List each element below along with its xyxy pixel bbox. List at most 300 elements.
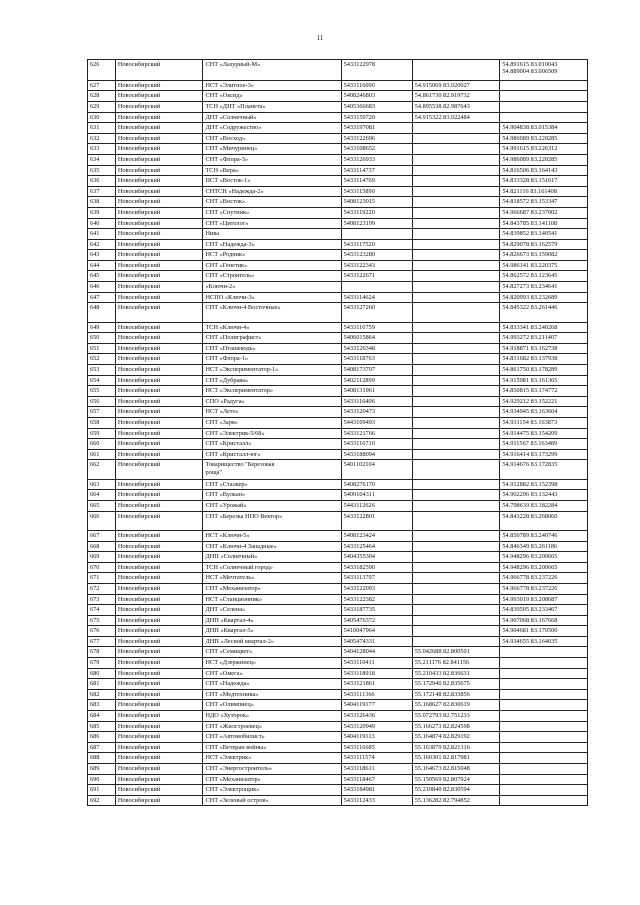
cell-district [115, 636, 203, 647]
cell-district-text: Новосибирский [117, 166, 161, 174]
cell-number-text: 680 [90, 669, 100, 677]
cell-coordinates-b [500, 133, 588, 144]
cell-coordinates-b-text: 54.850789 83.240746 [502, 531, 558, 539]
cell-name-text: СНТ «Ключи-4 Восточные» [205, 304, 281, 312]
cell-name-text: СНТ «Березка НПО Вектор» [205, 512, 283, 520]
cell-district [115, 700, 203, 711]
cell-name [203, 668, 341, 679]
cell-inn [341, 60, 412, 81]
cell-name [203, 91, 341, 102]
cell-number [88, 282, 116, 293]
cell-inn-text: 5404119113 [343, 733, 375, 741]
cell-name-text: СНТ «Жилстроевец» [205, 722, 262, 730]
cell-district [115, 343, 203, 354]
table-row [88, 679, 588, 690]
cell-inn-text: 5433108652 [343, 145, 376, 153]
cell-name [203, 562, 341, 573]
cell-name [203, 112, 341, 123]
cell-coordinates-a [412, 605, 500, 616]
cell-coordinates-b-text: 54.843228 83.268060 [502, 512, 558, 520]
cell-inn [341, 428, 412, 439]
cell-coordinates-a [412, 573, 500, 584]
cell-coordinates-b [500, 197, 588, 208]
cell-name [203, 343, 341, 354]
cell-coordinates-b-text: 54.934945 83.163604 [502, 408, 558, 416]
cell-inn [341, 112, 412, 123]
cell-number [88, 626, 116, 637]
cell-inn-text: 5433122671 [343, 272, 376, 280]
cell-district-text: Новосибирский [117, 198, 161, 206]
cell-inn [341, 407, 412, 418]
cell-coordinates-b [500, 101, 588, 112]
cell-name-text: СНТ «Энергостроитель» [205, 765, 272, 772]
cell-number [88, 229, 116, 240]
cell-coordinates-b [500, 774, 588, 785]
cell-district-text: Новосибирский [117, 387, 161, 395]
cell-district [115, 711, 203, 722]
cell-coordinates-b-text: 54.820993 83.232689 [502, 293, 558, 301]
table-row [88, 530, 588, 541]
cell-number-text: 633 [90, 145, 100, 153]
cell-number [88, 594, 116, 605]
cell-district [115, 753, 203, 764]
cell-inn [341, 668, 412, 679]
cell-district [115, 764, 203, 775]
table-row [88, 396, 588, 407]
cell-inn-text: 5410047964 [343, 627, 376, 635]
cell-inn [341, 647, 412, 658]
cell-name-text: НСТ «Электрик» [205, 754, 252, 762]
cell-inn-text: 5433122382 [343, 595, 376, 603]
cell-number [88, 354, 116, 365]
cell-coordinates-a [412, 785, 500, 796]
cell-number-text: 661 [90, 450, 100, 458]
cell-name-text: «Ключи-2» [205, 283, 236, 291]
cell-coordinates-b [500, 479, 588, 490]
cell-inn [341, 479, 412, 490]
cell-inn-text: 5433116685 [343, 743, 375, 751]
table-row [88, 197, 588, 208]
cell-inn [341, 303, 412, 322]
cell-district-text: Новосибирский [117, 669, 161, 677]
cell-number-text: 687 [90, 743, 100, 751]
table-row [88, 282, 588, 293]
cell-coordinates-b [500, 700, 588, 711]
cell-name [203, 260, 341, 271]
cell-number-text: 679 [90, 659, 100, 667]
cell-number-text: 644 [90, 261, 100, 269]
cell-district [115, 165, 203, 176]
cell-district [115, 439, 203, 450]
cell-coordinates-b-text: 54.986089 83.220285 [502, 155, 558, 163]
cell-name-text: СНТ «Медтехника» [205, 690, 259, 698]
cell-coordinates-a [412, 583, 500, 594]
cell-coordinates-a [412, 303, 500, 322]
cell-coordinates-a [412, 795, 500, 806]
cell-coordinates-b [500, 333, 588, 344]
cell-coordinates-b [500, 573, 588, 584]
cell-coordinates-b-text: 54.843785 83.141108 [502, 219, 558, 227]
cell-name [203, 229, 341, 240]
cell-coordinates-a [412, 354, 500, 365]
cell-inn-text: 5401102104 [343, 461, 375, 469]
cell-number [88, 615, 116, 626]
cell-inn-text: 5406015864 [343, 334, 376, 342]
cell-name [203, 615, 341, 626]
cell-inn [341, 250, 412, 261]
cell-coordinates-a [412, 511, 500, 530]
cell-number-text: 630 [90, 113, 100, 121]
cell-name-text: СНТ «Спутник» [205, 208, 250, 216]
cell-coordinates-b [500, 407, 588, 418]
cell-number [88, 541, 116, 552]
cell-coordinates-b [500, 615, 588, 626]
cell-district-text: Новосибирский [117, 733, 161, 741]
cell-coordinates-b-text: 54.931154 83.163873 [502, 419, 558, 426]
cell-name-text: СНТ «Электрик-5/68» [205, 429, 265, 437]
cell-coordinates-a [412, 753, 500, 764]
cell-inn [341, 91, 412, 102]
cell-inn-text: 5433114624 [343, 293, 375, 301]
cell-number [88, 658, 116, 669]
cell-name [203, 271, 341, 282]
cell-coordinates-a-text: 55.211176 82.841156 [414, 659, 470, 667]
cell-coordinates-b [500, 530, 588, 541]
cell-district [115, 449, 203, 460]
cell-name [203, 133, 341, 144]
cell-coordinates-a-text: 54.861730 82.919732 [414, 92, 470, 100]
table-row [88, 490, 588, 501]
cell-name-text: СНТ «Строитель» [205, 272, 255, 280]
cell-coordinates-b-text: 54.948296 83.200665 [502, 553, 558, 561]
cell-coordinates-b-text: 54.826673 83.159082 [502, 251, 558, 259]
cell-name [203, 636, 341, 647]
cell-number [88, 101, 116, 112]
cell-number [88, 511, 116, 530]
cell-coordinates-b [500, 541, 588, 552]
cell-inn-text: 5408123424 [343, 531, 376, 539]
cell-district [115, 282, 203, 293]
cell-name-text: ТСН «ДНТ «Планета» [205, 102, 266, 110]
cell-coordinates-b [500, 186, 588, 197]
cell-name [203, 753, 341, 764]
cell-coordinates-a-text: 55.150569 82.807924 [414, 775, 470, 783]
cell-district-text: Новосибирский [117, 334, 161, 342]
cell-coordinates-a-text: 55.210433 82.836631 [414, 669, 470, 677]
cell-number [88, 449, 116, 460]
cell-name [203, 774, 341, 785]
table-row [88, 500, 588, 511]
cell-inn [341, 144, 412, 155]
cell-inn-text: 5433188094 [343, 450, 376, 458]
cell-inn-text: 5408123199 [343, 219, 376, 227]
cell-inn [341, 123, 412, 134]
cell-number [88, 186, 116, 197]
cell-name-text: НДО «Хуторок» [205, 712, 250, 720]
cell-number-text: 635 [90, 166, 100, 174]
cell-coordinates-b [500, 500, 588, 511]
cell-name [203, 658, 341, 669]
cell-inn-text: 5433116710 [343, 440, 375, 448]
cell-number [88, 333, 116, 344]
cell-number-text: 672 [90, 584, 100, 592]
cell-inn-text: 5433126436 [343, 712, 376, 720]
cell-inn [341, 239, 412, 250]
cell-district-text: Новосибирский [117, 102, 161, 110]
cell-number-text: 641 [90, 230, 100, 238]
cell-name-text: СНТ «Кристалл» [205, 440, 252, 448]
cell-coordinates-b [500, 562, 588, 573]
table-row [88, 647, 588, 658]
cell-inn [341, 229, 412, 240]
cell-name-text: СНТ «Надежда» [205, 680, 250, 688]
cell-district [115, 386, 203, 397]
cell-district-text: Новосибирский [117, 531, 161, 539]
table-row [88, 144, 588, 155]
cell-number [88, 700, 116, 711]
cell-inn [341, 386, 412, 397]
cell-number-text: 657 [90, 408, 100, 416]
cell-district [115, 303, 203, 322]
cell-number-text: 637 [90, 187, 100, 195]
cell-district-text: Новосибирский [117, 775, 161, 783]
cell-inn [341, 354, 412, 365]
cell-coordinates-a [412, 271, 500, 282]
cell-coordinates-a [412, 700, 500, 711]
cell-number-text: 674 [90, 606, 100, 614]
cell-name [203, 711, 341, 722]
cell-number-text: 645 [90, 272, 100, 280]
cell-number [88, 112, 116, 123]
cell-inn-text: 5433110411 [343, 659, 375, 667]
cell-number [88, 197, 116, 208]
table-row [88, 218, 588, 229]
cell-district [115, 428, 203, 439]
cell-inn-text: 5408276170 [343, 480, 376, 488]
cell-name [203, 101, 341, 112]
cell-name-text: НСПО «Ключи-3» [205, 293, 255, 301]
cell-inn-text: 5405474331 [343, 637, 376, 645]
table-row [88, 207, 588, 218]
cell-district-text: Новосибирский [117, 344, 161, 352]
cell-name [203, 218, 341, 229]
cell-coordinates-a-text: 55.172940 82.835675 [414, 680, 470, 688]
cell-inn-text: 5433121861 [343, 680, 376, 688]
cell-name-text: СНТ «Сталкер» [205, 480, 248, 488]
cell-coordinates-a-text: 55.164874 82.829192 [414, 733, 470, 741]
cell-number [88, 165, 116, 176]
cell-coordinates-a [412, 386, 500, 397]
cell-number [88, 742, 116, 753]
cell-inn [341, 260, 412, 271]
cell-district [115, 186, 203, 197]
cell-number [88, 386, 116, 397]
cell-name [203, 154, 341, 165]
cell-district-text: Новосибирский [117, 786, 161, 794]
page-number: 11 [316, 34, 324, 42]
cell-name-text: НСТ «Ключи-5» [205, 531, 250, 539]
cell-coordinates-b-text: 54.912882 83.152398 [502, 480, 558, 488]
table-row [88, 511, 588, 530]
cell-coordinates-b [500, 229, 588, 240]
cell-number [88, 573, 116, 584]
cell-inn-text: 5404355304 [343, 553, 376, 561]
cell-number-text: 660 [90, 440, 100, 448]
cell-coordinates-b-text-continued: 54.889004 83.006509 [502, 68, 558, 76]
cell-coordinates-b [500, 658, 588, 669]
cell-district-text: Новосибирский [117, 754, 161, 762]
cell-coordinates-b [500, 207, 588, 218]
cell-name [203, 573, 341, 584]
cell-coordinates-b [500, 144, 588, 155]
cell-coordinates-b [500, 123, 588, 134]
cell-district-text: Новосибирский [117, 512, 161, 520]
cell-district-text: Новосибирский [117, 293, 161, 301]
cell-name [203, 605, 341, 616]
cell-district [115, 239, 203, 250]
cell-district [115, 144, 203, 155]
cell-number [88, 418, 116, 429]
cell-coordinates-a [412, 562, 500, 573]
cell-coordinates-b-text: 54.904681 83.170500 [502, 627, 558, 635]
cell-district [115, 260, 203, 271]
cell-coordinates-b [500, 636, 588, 647]
cell-inn-text: 5433122801 [343, 512, 376, 520]
cell-coordinates-b [500, 218, 588, 229]
cell-number [88, 239, 116, 250]
cell-name [203, 250, 341, 261]
cell-coordinates-b [500, 343, 588, 354]
cell-number-text: 669 [90, 553, 100, 561]
cell-number-text: 690 [90, 775, 100, 783]
cell-coordinates-a [412, 365, 500, 376]
cell-coordinates-b [500, 91, 588, 102]
cell-inn-text: 5433119220 [343, 208, 375, 216]
cell-number-text: 655 [90, 387, 100, 395]
cell-number [88, 250, 116, 261]
cell-district-text: Новосибирский [117, 595, 161, 603]
cell-coordinates-b [500, 165, 588, 176]
cell-district-text: Новосибирский [117, 230, 161, 238]
cell-coordinates-b-text: 54.993272 83.211407 [502, 334, 558, 342]
cell-name-text: Нива [205, 230, 220, 238]
cell-coordinates-a [412, 460, 500, 479]
cell-coordinates-b [500, 428, 588, 439]
cell-coordinates-a [412, 144, 500, 155]
table-row [88, 354, 588, 365]
cell-number-text: 667 [90, 531, 100, 539]
cell-name [203, 500, 341, 511]
cell-number-text: 682 [90, 690, 100, 698]
table-row [88, 407, 588, 418]
cell-number [88, 460, 116, 479]
cell-inn [341, 365, 412, 376]
cell-coordinates-b-text: 54.821116 83.161408 [502, 187, 557, 195]
cell-name-text: СНТ «Восток» [205, 198, 246, 206]
cell-district [115, 322, 203, 333]
table-row [88, 460, 588, 479]
cell-name-text: ТСН «Вера» [205, 166, 239, 174]
cell-number [88, 123, 116, 134]
table-row [88, 594, 588, 605]
cell-coordinates-b-text: 54.839505 83.233467 [502, 606, 558, 614]
table-row [88, 449, 588, 460]
cell-name [203, 186, 341, 197]
cell-inn [341, 500, 412, 511]
cell-name-text: СНТ «Семицвет» [205, 648, 253, 656]
cell-coordinates-b-text: 54.829078 83.162579 [502, 240, 558, 248]
cell-coordinates-b-text: 54.991615 83.226312 [502, 145, 558, 153]
cell-coordinates-b-text: 54.993019 83.208687 [502, 595, 558, 603]
cell-name [203, 742, 341, 753]
cell-coordinates-b [500, 753, 588, 764]
cell-name-text: СНТ «Флора-1» [205, 355, 249, 363]
cell-district-text: Новосибирский [117, 92, 161, 100]
cell-number [88, 668, 116, 679]
cell-name-text: СНТ «Кристалл-юг» [205, 450, 261, 458]
cell-inn-text: 5433112433 [343, 796, 375, 804]
cell-coordinates-b [500, 732, 588, 743]
cell-name-text: НСТ «Мечтатель» [205, 574, 255, 582]
table-row [88, 343, 588, 354]
cell-inn [341, 636, 412, 647]
cell-number-text: 659 [90, 429, 100, 437]
cell-name-text: ДНП «Солнечный» [205, 553, 258, 561]
cell-number-text: 670 [90, 563, 100, 571]
cell-number-text: 639 [90, 208, 100, 216]
cell-name [203, 123, 341, 134]
cell-coordinates-a [412, 764, 500, 775]
table-row [88, 80, 588, 91]
cell-coordinates-b [500, 490, 588, 501]
table-row [88, 668, 588, 679]
table-row [88, 742, 588, 753]
cell-district-text: Новосибирский [117, 251, 161, 259]
cell-inn-text: 5433120949 [343, 722, 376, 730]
cell-district [115, 721, 203, 732]
cell-coordinates-a [412, 333, 500, 344]
cell-district-text: Новосибирский [117, 408, 161, 416]
cell-coordinates-b [500, 239, 588, 250]
cell-coordinates-b-text: 54.846349 83.261186 [502, 542, 558, 550]
cell-coordinates-a [412, 218, 500, 229]
cell-coordinates-b-text: 54.986089 83.220285 [502, 134, 558, 142]
cell-inn [341, 552, 412, 563]
cell-name-text-continued: роща" [205, 468, 222, 476]
cell-name [203, 460, 341, 479]
cell-coordinates-b-text: 54.934655 83.164035 [502, 637, 558, 645]
cell-coordinates-a-text: 55.163879 82.821316 [414, 743, 470, 751]
cell-district-text: Новосибирский [117, 627, 161, 635]
cell-district-text: Новосибирский [117, 461, 161, 469]
table-row [88, 322, 588, 333]
cell-number-text: 656 [90, 397, 100, 405]
cell-number [88, 647, 116, 658]
cell-inn-text: 5433122093 [343, 584, 376, 592]
cell-number [88, 552, 116, 563]
cell-district [115, 207, 203, 218]
cell-name-text: НСТ «Элитное-3» [205, 81, 254, 89]
cell-inn [341, 764, 412, 775]
cell-coordinates-b [500, 154, 588, 165]
cell-inn [341, 774, 412, 785]
cell-number-text: 629 [90, 102, 100, 110]
cell-inn [341, 165, 412, 176]
cell-number-text: 665 [90, 501, 100, 509]
cell-name-text: НСТ «Экспериментатор-1» [205, 366, 279, 374]
cell-name [203, 197, 341, 208]
cell-name-text: НСТ «Родник» [205, 251, 246, 259]
